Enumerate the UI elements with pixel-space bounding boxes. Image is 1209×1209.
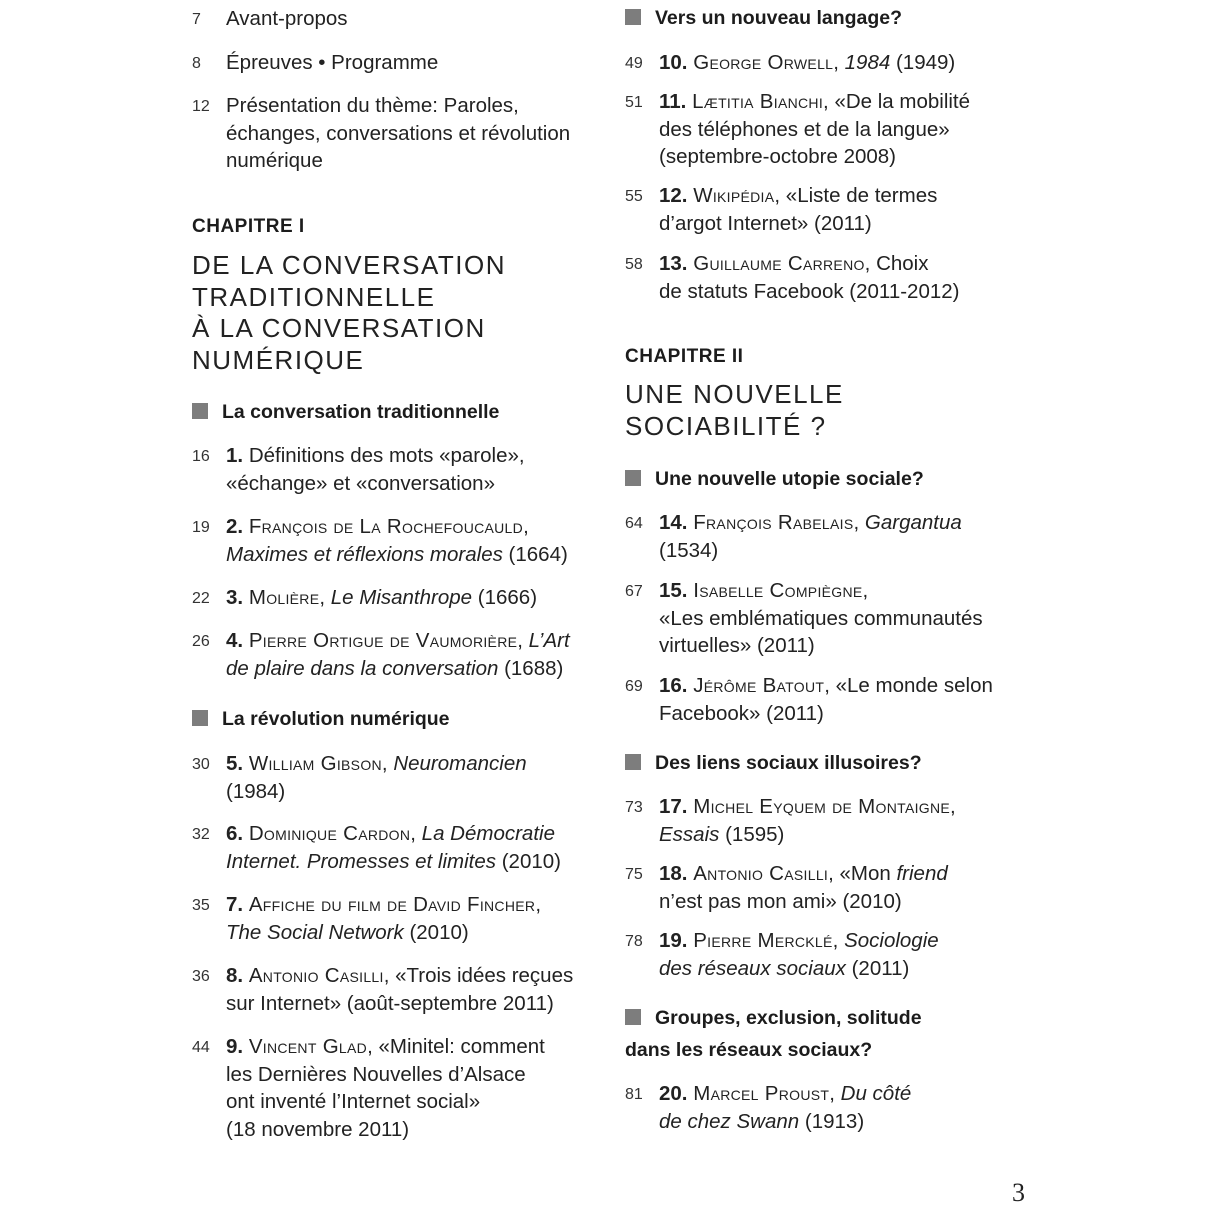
entry-text: 6. Dominique Cardon, La Démocratie Internet. Promesses et limites (2010) [226,822,561,873]
page-number: 3 [1012,1178,1025,1207]
page-ref: 16 [192,448,210,465]
entry-text: 18. Antonio Casilli, «Mon friend n’est pas mon ami» (2010) [659,862,948,913]
page-ref: 78 [625,933,643,950]
entry-text: 8. Antonio Casilli, «Trois idées reçues sur Internet» (août-septembre 2011) [226,964,574,1015]
page-ref: 26 [192,633,210,650]
chapter-title: DE LA CONVERSATION TRADITIONNELLE À LA CONVERSATION NUMÉRIQUE [192,250,507,375]
chapter-label: CHAPITRE I [192,216,305,237]
page-ref: 7 [192,11,201,28]
page-ref: 22 [192,590,210,607]
entry-text: 17. Michel Eyquem de Montaigne, Essais (1595) [659,795,956,846]
page-ref: 81 [625,1086,643,1103]
entry-text: 10. George Orwell, 1984 (1949) [659,51,956,74]
entry-text: 4. Pierre Ortigue de Vaumorière, L’Art de plaire dans la conversation (1688) [226,629,570,680]
section-heading: Vers un nouveau langage? [625,2,1025,34]
entry-text: Présentation du thème: Paroles, échanges, conversations et révolution numérique [226,94,571,172]
page-ref: 12 [192,98,210,115]
entry-text: 9. Vincent Glad, «Minitel: comment les Dernières Nouvelles d’Alsace ont inventé l’Internet social» (18 novembre 2011) [226,1035,545,1141]
entry-text: 1. Définitions des mots «parole», «échange» et «conversation» [226,444,525,495]
square-bullet-icon [625,754,641,770]
entry-text: 13. Guillaume Carreno, Choix de statuts Facebook (2011-2012) [659,252,960,303]
page-ref: 69 [625,678,643,695]
section-heading: La révolution numérique [192,703,602,735]
page-ref: 67 [625,583,643,600]
page-ref: 55 [625,188,643,205]
square-bullet-icon [625,9,641,25]
page-ref: 32 [192,826,210,843]
entry-text: Avant-propos [226,7,348,30]
page-ref: 8 [192,55,201,72]
page-ref: 30 [192,756,210,773]
page-ref: 75 [625,866,643,883]
square-bullet-icon [192,710,208,726]
page-ref: 51 [625,94,643,111]
section-heading: La conversation traditionnelle [192,396,602,428]
entry-text: 7. Affiche du film de David Fincher, The Social Network (2010) [226,893,542,944]
chapter-title: UNE NOUVELLE SOCIABILITÉ ? [625,379,844,441]
page-ref: 19 [192,519,210,536]
entry-text: 3. Molière, Le Misanthrope (1666) [226,586,538,609]
entry-text: 12. Wikipédia, «Liste de termes d’argot Internet» (2011) [659,184,938,235]
entry-text: 2. François de La Rochefoucauld, Maximes et réflexions morales (1664) [226,515,568,566]
page-ref: 44 [192,1039,210,1056]
section-heading: Des liens sociaux illusoires? [625,747,1025,779]
section-heading: Groupes, exclusion, solitude dans les réseaux sociaux? [625,1007,922,1061]
page-ref: 73 [625,799,643,816]
page-ref: 36 [192,968,210,985]
entry-text: 14. François Rabelais, Gargantua (1534) [659,511,962,562]
page-ref: 64 [625,515,643,532]
square-bullet-icon [625,1009,641,1025]
entry-text: 19. Pierre Mercklé, Sociologie des réseaux sociaux (2011) [659,929,939,980]
entry-text: 20. Marcel Proust, Du côté de chez Swann (1913) [659,1082,912,1133]
page-ref: 58 [625,256,643,273]
section-heading: Une nouvelle utopie sociale? [625,463,1025,495]
entry-text: 5. William Gibson, Neuromancien (1984) [226,752,527,803]
entry-text: 16. Jérôme Batout, «Le monde selon Facebook» (2011) [659,674,993,725]
square-bullet-icon [192,403,208,419]
chapter-label: CHAPITRE II [625,346,744,367]
page-ref: 35 [192,897,210,914]
entry-text: 15. Isabelle Compiègne, «Les emblématiques communautés virtuelles» (2011) [659,579,983,657]
entry-text: Épreuves • Programme [226,51,439,74]
entry-text: 11. Lætitia Bianchi, «De la mobilité des téléphones et de la langue» (septembre-octobre 2008) [659,90,971,168]
square-bullet-icon [625,470,641,486]
page-ref: 49 [625,55,643,72]
